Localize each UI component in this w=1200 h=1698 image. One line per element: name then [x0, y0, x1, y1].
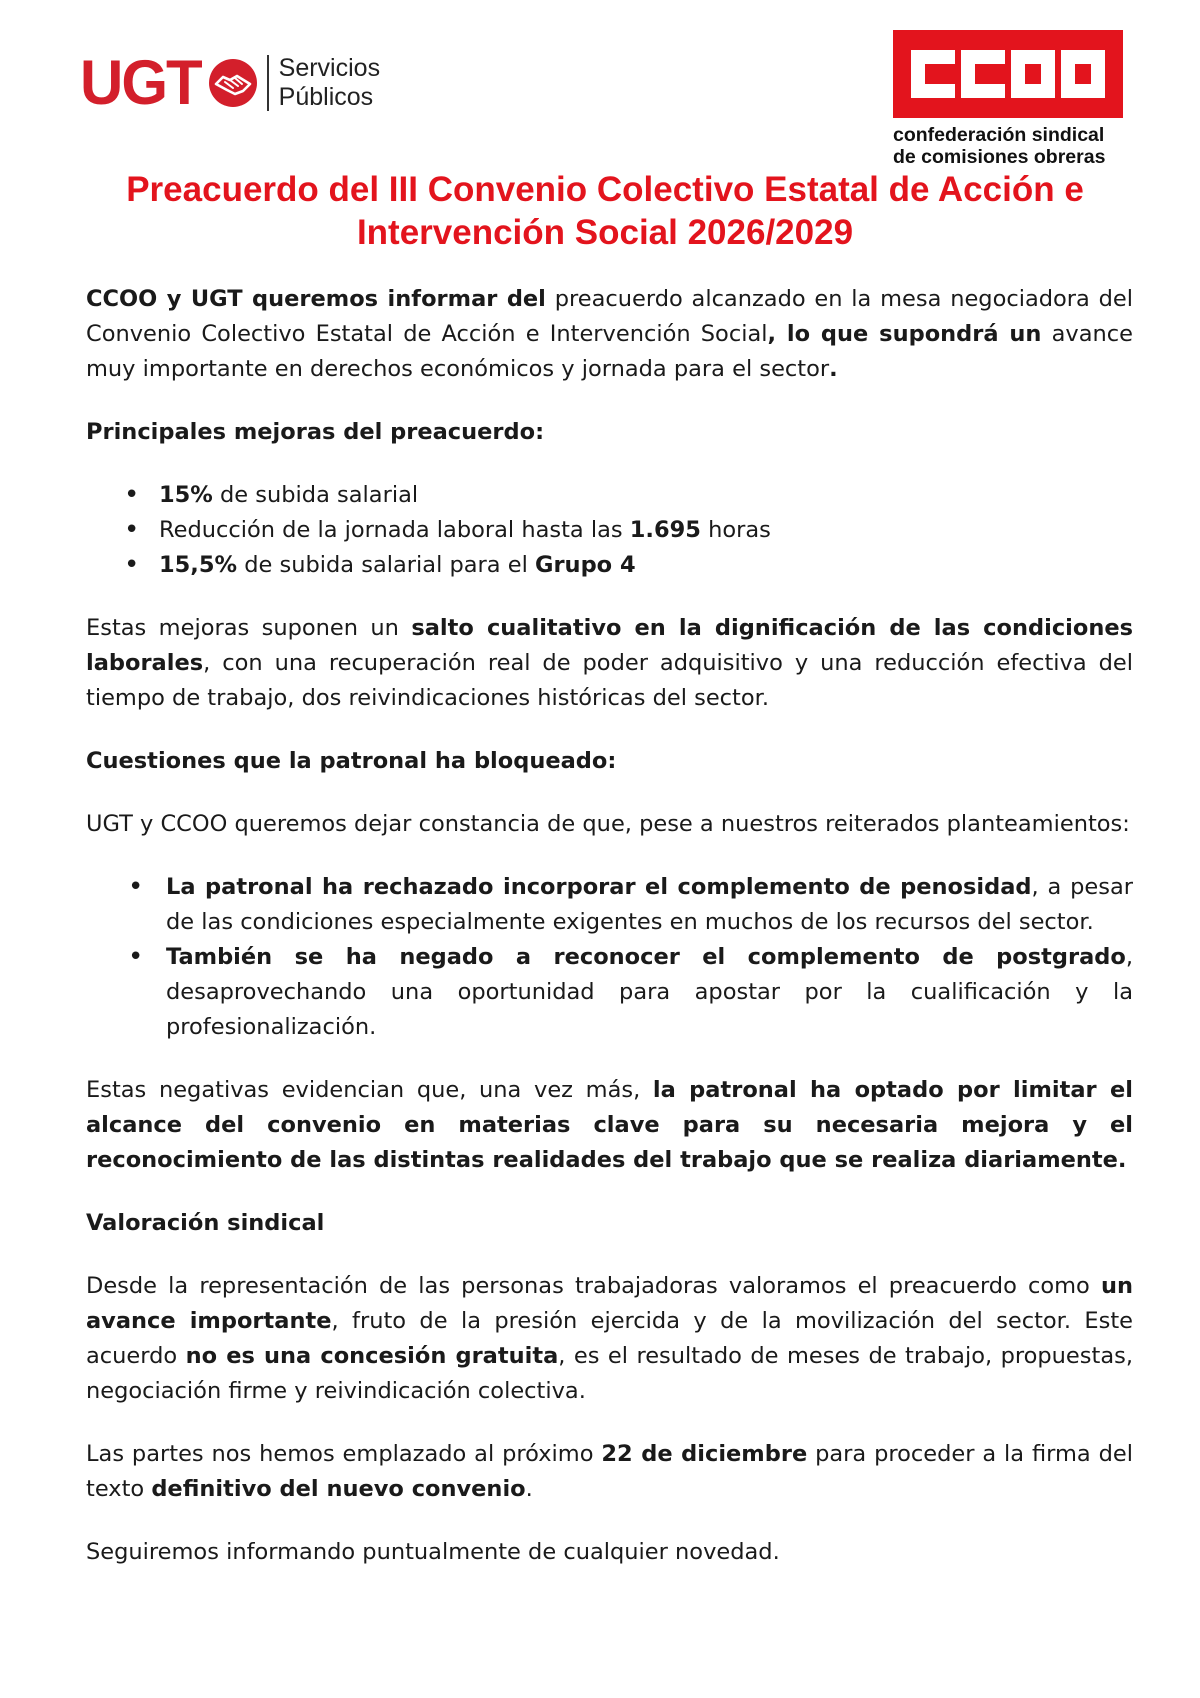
list-item: • 15% de subida salarial: [86, 478, 1133, 513]
bloqueo-list: [86, 870, 1133, 1045]
bloqueo-heading: Cuestiones que la patronal ha bloqueado:: [86, 748, 617, 774]
ugt-logo-text: UGT: [80, 47, 201, 118]
ugt-logo: [80, 48, 380, 118]
ccoo-logo: [893, 30, 1123, 168]
list-item: • También se ha negado a reconocer el complemento de postgrado, desaprovechando una oportunidad para apostar por la cualificación y la profesionalización.: [86, 940, 1133, 1045]
list-item: • La patronal ha rechazado incorporar el complemento de penosidad, a pesar de las condiciones especialmente exigentes en muchos de los recursos del sector.: [86, 870, 1133, 940]
list-item: • 15,5% de subida salarial para el Grupo 4: [86, 548, 1133, 583]
firma-paragraph: Las partes nos hemos emplazado al próximo 22 de diciembre para proceder a la firma del texto definitivo del nuevo convenio.: [86, 1441, 1133, 1502]
page-title: Preacuerdo del III Convenio Colectivo Estatal de Acción e Intervención Social 2026/2029: [126, 170, 1084, 252]
negativas-paragraph: Estas negativas evidencian que, una vez más, la patronal ha optado por limitar el alcance del convenio en materias clave para su necesaria mejora y el reconocimiento de las distintas realidades del trabajo que se realiza diariamente.: [86, 1077, 1133, 1173]
valoracion-paragraph: Desde la representación de las personas trabajadoras valoramos el preacuerdo como un avance importante, fruto de la presión ejercida y de la movilización del sector. Este acuerdo no es una concesión gratuita, es el resultado de meses de trabajo, propuestas, negociación firme y reivindicación colectiva.: [86, 1273, 1133, 1404]
ugt-services-text: Servicios Públicos: [278, 54, 381, 111]
ccoo-logo-mark: [893, 30, 1123, 118]
bloqueo-intro: UGT y CCOO queremos dejar constancia de que, pese a nuestros reiterados planteamientos:: [86, 811, 1130, 837]
ccoo-subtitle: confederación sindical de comisiones obreras: [893, 124, 1106, 168]
mejoras-list: [86, 478, 1133, 583]
list-item: • Reducción de la jornada laboral hasta las 1.695 horas: [86, 513, 1133, 548]
document-body: [86, 282, 1133, 1570]
valoracion-heading: Valoración sindical: [86, 1210, 325, 1236]
logo-divider: [267, 55, 269, 111]
closing-paragraph: Seguiremos informando puntualmente de cualquier novedad.: [86, 1539, 780, 1565]
intro-paragraph: CCOO y UGT queremos informar del preacuerdo alcanzado en la mesa negociadora del Convenio Colectivo Estatal de Acción e Intervención Social, lo que supondrá un avance muy importante en derechos económicos y jornada para el sector.: [86, 286, 1134, 382]
salto-paragraph: Estas mejoras suponen un salto cualitativo en la dignificación de las condiciones laborales, con una recuperación real de poder adquisitivo y una reducción efectiva del tiempo de trabajo, dos reivindicaciones históricas del sector.: [86, 615, 1133, 711]
handshake-icon: [209, 59, 257, 107]
mejoras-heading: Principales mejoras del preacuerdo:: [86, 419, 545, 445]
